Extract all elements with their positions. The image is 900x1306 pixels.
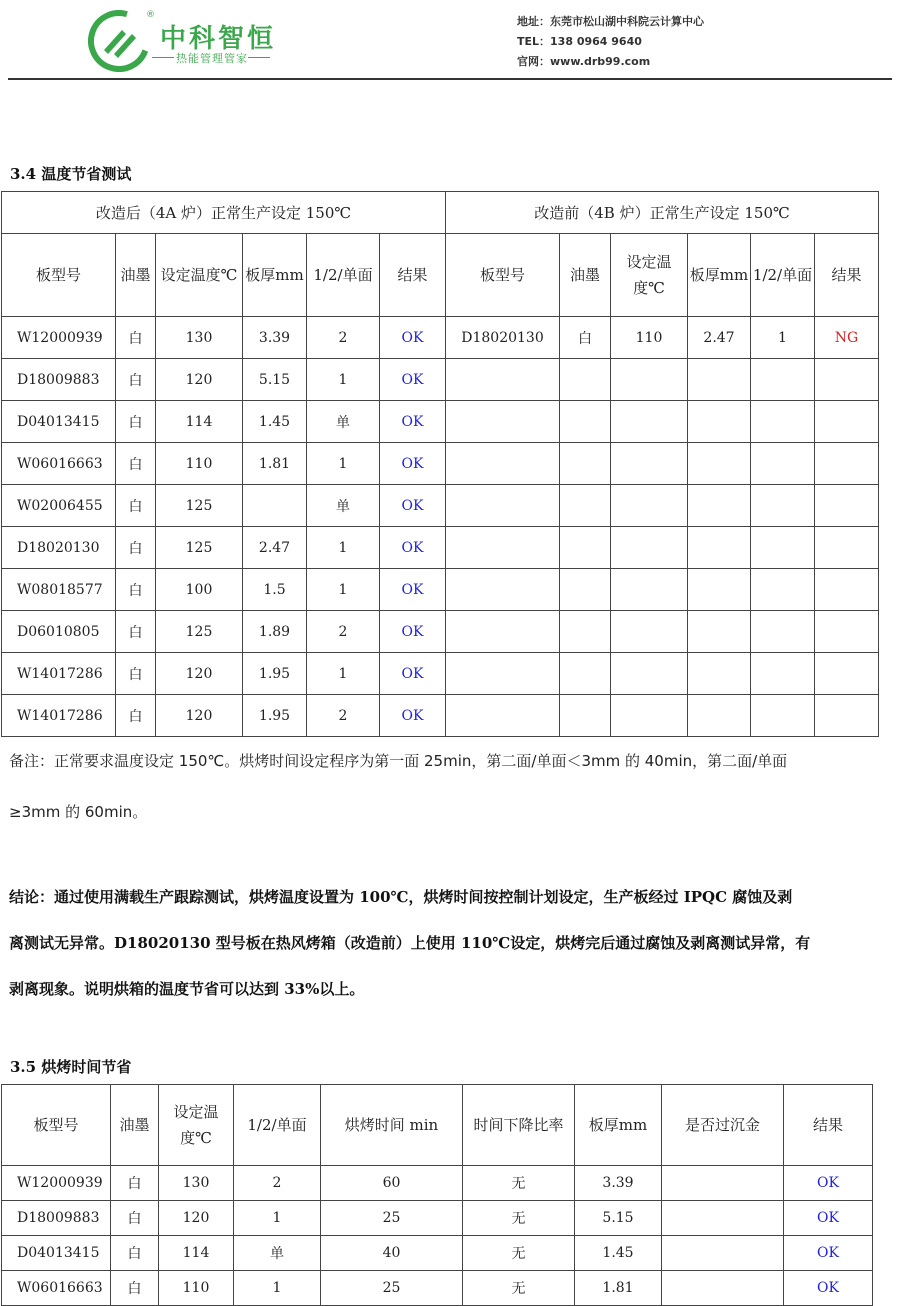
after-cell: W14017286	[2, 653, 116, 695]
bake-cell: D04013415	[2, 1236, 111, 1271]
after-cell: 100	[156, 569, 243, 611]
before-cell	[560, 485, 611, 527]
after-cell: 1.95	[243, 653, 307, 695]
bake-cell: 白	[111, 1236, 159, 1271]
before-cell: 110	[611, 317, 688, 359]
col-header-time-reduction: 时间下降比率	[463, 1085, 575, 1166]
before-cell	[611, 611, 688, 653]
logo-divider-right	[248, 57, 270, 58]
bake-cell	[662, 1236, 784, 1271]
table-row	[2, 1166, 873, 1201]
bake-cell: 130	[159, 1166, 234, 1201]
after-cell: 130	[156, 317, 243, 359]
contact-website: 官网：www.drb99.com	[517, 55, 651, 68]
col-header-thickness: 板厚mm	[688, 234, 751, 317]
table-row	[2, 611, 879, 653]
before-cell	[751, 401, 815, 443]
after-cell: 1.5	[243, 569, 307, 611]
col-header-board-model: 板型号	[446, 234, 560, 317]
table-row	[2, 653, 879, 695]
before-cell	[688, 443, 751, 485]
after-cell: D18020130	[2, 527, 116, 569]
after-cell: D18009883	[2, 359, 116, 401]
before-cell	[611, 653, 688, 695]
before-cell	[611, 695, 688, 737]
after-cell: W02006455	[2, 485, 116, 527]
after-cell: D06010805	[2, 611, 116, 653]
bake-time-table	[1, 1084, 873, 1306]
after-cell: 2	[307, 695, 380, 737]
col-header-side: 1/2/单面	[751, 234, 815, 317]
col-header-immersion-gold: 是否过沉金	[662, 1085, 784, 1166]
after-cell: 120	[156, 359, 243, 401]
before-cell	[611, 359, 688, 401]
before-cell	[560, 401, 611, 443]
before-cell	[560, 569, 611, 611]
after-cell: W08018577	[2, 569, 116, 611]
after-cell: 125	[156, 485, 243, 527]
after-cell: 120	[156, 695, 243, 737]
before-cell	[688, 485, 751, 527]
after-cell: 1.45	[243, 401, 307, 443]
before-cell	[611, 443, 688, 485]
contact-address: 地址：东莞市松山湖中科院云计算中心	[517, 15, 704, 28]
after-cell: 1.81	[243, 443, 307, 485]
col-header-side: 1/2/单面	[307, 234, 380, 317]
bake-cell: 110	[159, 1271, 234, 1306]
after-cell	[243, 485, 307, 527]
before-cell	[688, 611, 751, 653]
after-cell: OK	[380, 695, 446, 737]
conclusion-line-1: 结论：通过使用满载生产跟踪测试，烘烤温度设置为 100℃，烘烤时间按控制计划设定，生产板经过 IPQC 腐蚀及剥	[9, 888, 793, 906]
before-cell	[751, 443, 815, 485]
after-cell: OK	[380, 317, 446, 359]
after-cell: 114	[156, 401, 243, 443]
before-cell	[815, 401, 879, 443]
bake-cell: 无	[463, 1201, 575, 1236]
before-cell	[446, 485, 560, 527]
conclusion-line-2: 离测试无异常。D18020130 型号板在热风烤箱（改造前）上使用 110℃设定，烘烤完后通过腐蚀及剥离测试异常，有	[9, 934, 811, 952]
bake-cell: OK	[784, 1166, 873, 1201]
after-cell: OK	[380, 485, 446, 527]
after-cell: 5.15	[243, 359, 307, 401]
after-cell: 110	[156, 443, 243, 485]
after-cell: OK	[380, 569, 446, 611]
after-cell: 125	[156, 611, 243, 653]
table-row	[2, 317, 879, 359]
before-cell	[751, 485, 815, 527]
bake-cell: 白	[111, 1201, 159, 1236]
after-cell: 3.39	[243, 317, 307, 359]
table-row	[2, 1236, 873, 1271]
before-cell	[446, 611, 560, 653]
before-cell	[611, 401, 688, 443]
after-cell: 白	[116, 695, 156, 737]
col-header-bake-time: 烘烤时间 min	[321, 1085, 463, 1166]
before-cell	[815, 695, 879, 737]
bake-cell: 1.81	[575, 1271, 662, 1306]
after-cell: OK	[380, 527, 446, 569]
before-cell	[446, 443, 560, 485]
before-cell	[751, 527, 815, 569]
before-cell	[688, 569, 751, 611]
before-cell: D18020130	[446, 317, 560, 359]
col-header-side: 1/2/单面	[234, 1085, 321, 1166]
table-row	[2, 695, 879, 737]
bake-cell: 无	[463, 1166, 575, 1201]
col-header-result: 结果	[784, 1085, 873, 1166]
after-cell: 2	[307, 317, 380, 359]
bake-cell: 1.45	[575, 1236, 662, 1271]
after-cell: W14017286	[2, 695, 116, 737]
logo-divider-left	[152, 57, 174, 58]
col-header-ink: 油墨	[560, 234, 611, 317]
before-cell	[688, 401, 751, 443]
note-line-2: ≥3mm 的 60min。	[9, 803, 148, 821]
table-row	[2, 485, 879, 527]
contact-tel: TEL：138 0964 9640	[517, 35, 642, 48]
after-cell: W06016663	[2, 443, 116, 485]
col-header-thickness: 板厚mm	[575, 1085, 662, 1166]
before-cell	[560, 443, 611, 485]
page-header	[0, 0, 900, 80]
before-cell	[688, 695, 751, 737]
before-cell	[446, 569, 560, 611]
before-cell	[688, 653, 751, 695]
contact-info	[517, 12, 704, 72]
note-line-1: 备注：正常要求温度设定 150℃。烘烤时间设定程序为第一面 25min，第二面/单面＜3mm 的 40min，第二面/单面	[9, 752, 788, 770]
bake-cell: 1	[234, 1271, 321, 1306]
after-cell: 2.47	[243, 527, 307, 569]
bake-cell: 2	[234, 1166, 321, 1201]
before-cell	[751, 695, 815, 737]
before-cell	[751, 653, 815, 695]
bake-cell: D18009883	[2, 1201, 111, 1236]
before-cell	[560, 611, 611, 653]
after-cell: 白	[116, 359, 156, 401]
before-cell	[751, 359, 815, 401]
bake-cell: OK	[784, 1201, 873, 1236]
before-cell	[560, 653, 611, 695]
col-header-thickness: 板厚mm	[243, 234, 307, 317]
company-name: 中科智恒	[160, 24, 277, 54]
before-cell: 白	[560, 317, 611, 359]
after-cell: 白	[116, 401, 156, 443]
bake-cell: 单	[234, 1236, 321, 1271]
after-cell: OK	[380, 611, 446, 653]
bake-cell: 114	[159, 1236, 234, 1271]
before-cell	[560, 359, 611, 401]
col-header-ink: 油墨	[111, 1085, 159, 1166]
after-cell: 白	[116, 443, 156, 485]
after-cell: 单	[307, 485, 380, 527]
after-cell: 白	[116, 317, 156, 359]
after-cell: 白	[116, 611, 156, 653]
bake-cell: 40	[321, 1236, 463, 1271]
company-slogan: 热能管理管家	[176, 52, 248, 65]
conclusion-line-3: 剥离现象。说明烘箱的温度节省可以达到 33%以上。	[9, 980, 365, 998]
before-cell	[751, 611, 815, 653]
bake-cell: 3.39	[575, 1166, 662, 1201]
after-cell: OK	[380, 653, 446, 695]
after-cell: 1	[307, 653, 380, 695]
table-row	[2, 1271, 873, 1306]
before-cell	[815, 443, 879, 485]
before-cell	[611, 527, 688, 569]
after-cell: OK	[380, 443, 446, 485]
before-cell	[815, 359, 879, 401]
after-cell: 白	[116, 653, 156, 695]
after-cell: 2	[307, 611, 380, 653]
after-cell: 1	[307, 527, 380, 569]
after-cell: D04013415	[2, 401, 116, 443]
before-cell	[815, 611, 879, 653]
bake-cell: OK	[784, 1271, 873, 1306]
after-cell: 1	[307, 569, 380, 611]
before-cell	[446, 695, 560, 737]
before-cell	[560, 527, 611, 569]
after-cell: 1	[307, 443, 380, 485]
before-cell	[815, 527, 879, 569]
before-cell: 2.47	[688, 317, 751, 359]
bake-cell: OK	[784, 1236, 873, 1271]
bake-cell: 60	[321, 1166, 463, 1201]
bake-cell: 无	[463, 1271, 575, 1306]
after-cell: 120	[156, 653, 243, 695]
table-row	[2, 569, 879, 611]
after-cell: 1	[307, 359, 380, 401]
col-header-set-temp: 设定温度℃	[159, 1085, 234, 1166]
header-divider	[8, 78, 892, 80]
col-header-result: 结果	[380, 234, 446, 317]
col-header-result: 结果	[815, 234, 879, 317]
col-header-board-model: 板型号	[2, 1085, 111, 1166]
before-cell: 1	[751, 317, 815, 359]
table-row	[2, 359, 879, 401]
after-cell: 白	[116, 485, 156, 527]
after-cell: OK	[380, 401, 446, 443]
bake-cell: 120	[159, 1201, 234, 1236]
temperature-test-table	[1, 191, 879, 737]
table-row	[2, 401, 879, 443]
bake-cell: W06016663	[2, 1271, 111, 1306]
registered-mark: ®	[146, 10, 155, 20]
before-cell	[611, 569, 688, 611]
bake-cell	[662, 1271, 784, 1306]
bake-cell	[662, 1166, 784, 1201]
before-cell	[611, 485, 688, 527]
before-cell	[446, 527, 560, 569]
company-logo-icon	[88, 10, 150, 72]
before-cell	[688, 359, 751, 401]
before-cell	[751, 569, 815, 611]
bake-cell: 25	[321, 1271, 463, 1306]
after-cell: W12000939	[2, 317, 116, 359]
bake-cell: 5.15	[575, 1201, 662, 1236]
group-header-before: 改造前（4B 炉）正常生产设定 150℃	[446, 192, 879, 234]
before-cell	[688, 527, 751, 569]
before-cell	[815, 485, 879, 527]
after-cell: 白	[116, 527, 156, 569]
after-cell: OK	[380, 359, 446, 401]
bake-cell: 25	[321, 1201, 463, 1236]
before-cell	[560, 695, 611, 737]
table-row	[2, 1201, 873, 1236]
before-cell	[446, 359, 560, 401]
bake-cell: 白	[111, 1271, 159, 1306]
col-header-ink: 油墨	[116, 234, 156, 317]
group-header-after: 改造后（4A 炉）正常生产设定 150℃	[2, 192, 446, 234]
section-title-temperature: 3.4 温度节省测试	[10, 165, 132, 183]
col-header-set-temp: 设定温度℃	[156, 234, 243, 317]
before-cell	[815, 653, 879, 695]
before-cell	[815, 569, 879, 611]
table-row	[2, 527, 879, 569]
bake-cell: 无	[463, 1236, 575, 1271]
table-row	[2, 443, 879, 485]
bake-cell: 白	[111, 1166, 159, 1201]
before-cell: NG	[815, 317, 879, 359]
before-cell	[446, 653, 560, 695]
bake-cell: W12000939	[2, 1166, 111, 1201]
after-cell: 白	[116, 569, 156, 611]
section-title-bake-time: 3.5 烘烤时间节省	[10, 1058, 132, 1076]
after-cell: 单	[307, 401, 380, 443]
bake-cell	[662, 1201, 784, 1236]
col-header-set-temp: 设定温度℃	[611, 234, 688, 317]
after-cell: 1.89	[243, 611, 307, 653]
after-cell: 1.95	[243, 695, 307, 737]
col-header-board-model: 板型号	[2, 234, 116, 317]
bake-cell: 1	[234, 1201, 321, 1236]
after-cell: 125	[156, 527, 243, 569]
before-cell	[446, 401, 560, 443]
